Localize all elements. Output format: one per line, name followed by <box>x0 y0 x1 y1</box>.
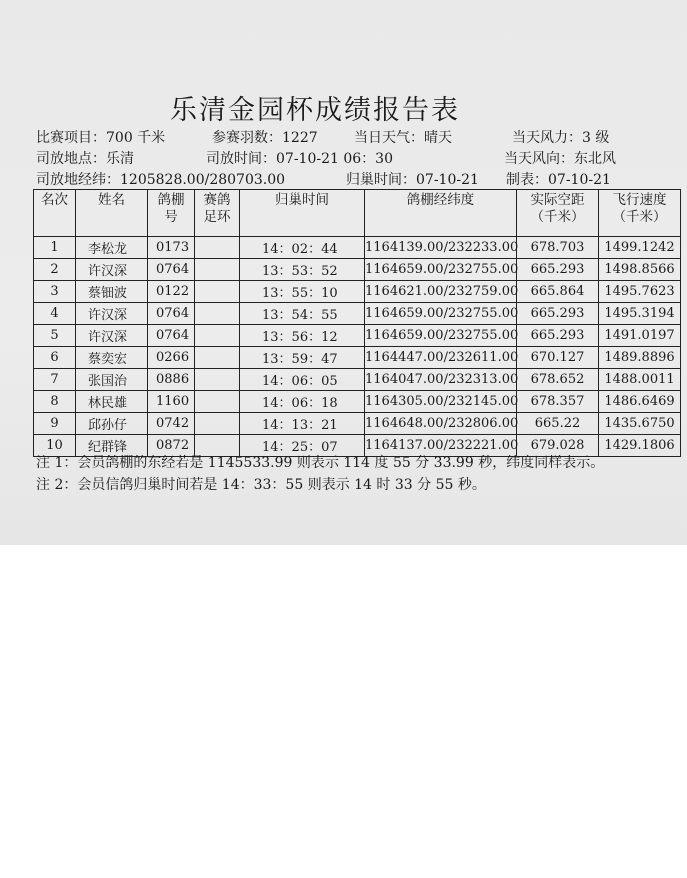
column-header-line: 足环 <box>203 209 231 225</box>
cell-dist: 679.028 <box>517 435 599 457</box>
cell-time: 13：53：52 <box>240 259 365 281</box>
cell-name: 纪群锋 <box>76 435 148 457</box>
column-header-line: 赛鸽 <box>203 192 231 208</box>
column-header-line: 鸽棚经纬度 <box>406 192 475 208</box>
cell-coord: 1164139.00/232233.00 <box>365 237 517 259</box>
cell-loft: 0266 <box>148 347 195 369</box>
cell-coord: 1164137.00/232221.00 <box>365 435 517 457</box>
entry-count: 参赛羽数：1227 <box>212 130 318 146</box>
column-header <box>599 190 681 237</box>
column-header-line: 鸽棚 <box>157 192 185 208</box>
cell-rank: 6 <box>34 347 76 369</box>
cell-rank: 9 <box>34 413 76 435</box>
table-row <box>34 237 681 259</box>
wind-direction: 当天风向：东北风 <box>504 151 616 167</box>
cell-ring <box>195 259 240 281</box>
cell-loft: 0764 <box>148 325 195 347</box>
cell-loft: 0122 <box>148 281 195 303</box>
cell-coord: 1164305.00/232145.00 <box>365 391 517 413</box>
column-header <box>240 190 365 237</box>
cell-speed: 1491.0197 <box>599 325 681 347</box>
note-2: 注 2：会员信鸽归巢时间若是 14：33：55 则表示 14 时 33 分 55 秒。 <box>36 477 486 493</box>
cell-dist: 665.293 <box>517 259 599 281</box>
column-header-line: 实际空距 <box>530 192 585 208</box>
cell-time: 14：06：18 <box>240 391 365 413</box>
cell-ring <box>195 413 240 435</box>
weather: 当日天气：晴天 <box>354 130 452 146</box>
results-table <box>33 189 681 457</box>
cell-ring <box>195 347 240 369</box>
cell-dist: 665.293 <box>517 303 599 325</box>
table-row <box>34 325 681 347</box>
table-header-row <box>34 190 681 237</box>
cell-speed: 1488.0011 <box>599 369 681 391</box>
column-header-line: 名次 <box>41 192 68 208</box>
cell-loft: 0886 <box>148 369 195 391</box>
cell-dist: 678.357 <box>517 391 599 413</box>
column-header-line: 号 <box>164 209 178 225</box>
cell-time: 13：56：12 <box>240 325 365 347</box>
cell-rank: 7 <box>34 369 76 391</box>
table-row <box>34 259 681 281</box>
cell-coord: 1164047.00/232313.00 <box>365 369 517 391</box>
cell-coord: 1164659.00/232755.00 <box>365 259 517 281</box>
report-title: 乐清金园杯成绩报告表 <box>170 95 460 126</box>
column-header <box>34 190 76 237</box>
cell-speed: 1498.8566 <box>599 259 681 281</box>
column-header-line: 姓名 <box>98 192 125 208</box>
cell-name: 蔡奕宏 <box>76 347 148 369</box>
cell-dist: 665.22 <box>517 413 599 435</box>
cell-coord: 1164621.00/232759.00 <box>365 281 517 303</box>
release-time: 司放时间：07-10-21 06：30 <box>206 151 393 167</box>
cell-time: 13：54：55 <box>240 303 365 325</box>
cell-time: 13：55：10 <box>240 281 365 303</box>
column-header <box>148 190 195 237</box>
cell-speed: 1495.3194 <box>599 303 681 325</box>
cell-rank: 4 <box>34 303 76 325</box>
cell-name: 邱孙仔 <box>76 413 148 435</box>
wind-force: 当天风力：3 级 <box>512 130 610 146</box>
table-row <box>34 281 681 303</box>
cell-time: 14：06：05 <box>240 369 365 391</box>
cell-ring <box>195 391 240 413</box>
column-header <box>195 190 240 237</box>
cell-name: 林民雄 <box>76 391 148 413</box>
cell-ring <box>195 325 240 347</box>
cell-loft: 0764 <box>148 303 195 325</box>
table-row <box>34 413 681 435</box>
cell-rank: 2 <box>34 259 76 281</box>
table-row <box>34 303 681 325</box>
column-header <box>517 190 599 237</box>
column-header-line: （千米） <box>612 209 667 225</box>
column-header-line: 归巢时间 <box>275 192 329 208</box>
cell-ring <box>195 237 240 259</box>
cell-name: 许汉深 <box>76 325 148 347</box>
cell-loft: 0742 <box>148 413 195 435</box>
cell-dist: 678.703 <box>517 237 599 259</box>
cell-dist: 670.127 <box>517 347 599 369</box>
table-row <box>34 391 681 413</box>
table-row <box>34 369 681 391</box>
release-coordinates: 司放地经纬：1205828.00/280703.00 <box>36 172 286 188</box>
cell-loft: 0872 <box>148 435 195 457</box>
cell-rank: 10 <box>34 435 76 457</box>
cell-rank: 1 <box>34 237 76 259</box>
cell-speed: 1435.6750 <box>599 413 681 435</box>
cell-dist: 665.293 <box>517 325 599 347</box>
cell-loft: 0764 <box>148 259 195 281</box>
cell-speed: 1486.6469 <box>599 391 681 413</box>
cell-speed: 1499.1242 <box>599 237 681 259</box>
cell-rank: 5 <box>34 325 76 347</box>
cell-ring <box>195 281 240 303</box>
cell-rank: 8 <box>34 391 76 413</box>
cell-loft: 0173 <box>148 237 195 259</box>
cell-coord: 1164648.00/232806.00 <box>365 413 517 435</box>
cell-time: 14：25：07 <box>240 435 365 457</box>
note-1: 注 1：会员鸽棚的东经若是 1145533.99 则表示 114 度 55 分 33.99 秒，纬度同样表示。 <box>36 455 605 471</box>
column-header-line: （千米） <box>530 209 585 225</box>
cell-speed: 1429.1806 <box>599 435 681 457</box>
cell-time: 13：59：47 <box>240 347 365 369</box>
cell-speed: 1489.8896 <box>599 347 681 369</box>
cell-name: 蔡钿波 <box>76 281 148 303</box>
cell-speed: 1495.7623 <box>599 281 681 303</box>
event-label: 比赛项目：700 千米 <box>36 130 166 146</box>
cell-loft: 1160 <box>148 391 195 413</box>
cell-name: 许汉深 <box>76 259 148 281</box>
cell-coord: 1164659.00/232755.00 <box>365 303 517 325</box>
cell-ring <box>195 303 240 325</box>
column-header <box>76 190 148 237</box>
column-header <box>365 190 517 237</box>
cell-coord: 1164659.00/232755.00 <box>365 325 517 347</box>
return-time: 归巢时间：07-10-21 <box>346 172 479 188</box>
cell-time: 14：13：21 <box>240 413 365 435</box>
cell-coord: 1164447.00/232611.00 <box>365 347 517 369</box>
cell-dist: 665.864 <box>517 281 599 303</box>
cell-time: 14：02：44 <box>240 237 365 259</box>
tabulation-date: 制表：07-10-21 <box>506 172 611 188</box>
cell-name: 张国治 <box>76 369 148 391</box>
table-row <box>34 347 681 369</box>
release-place: 司放地点：乐清 <box>36 151 134 167</box>
cell-name: 李松龙 <box>76 237 148 259</box>
cell-rank: 3 <box>34 281 76 303</box>
cell-ring <box>195 369 240 391</box>
cell-dist: 678.652 <box>517 369 599 391</box>
column-header-line: 飞行速度 <box>612 192 667 208</box>
cell-name: 许汉深 <box>76 303 148 325</box>
